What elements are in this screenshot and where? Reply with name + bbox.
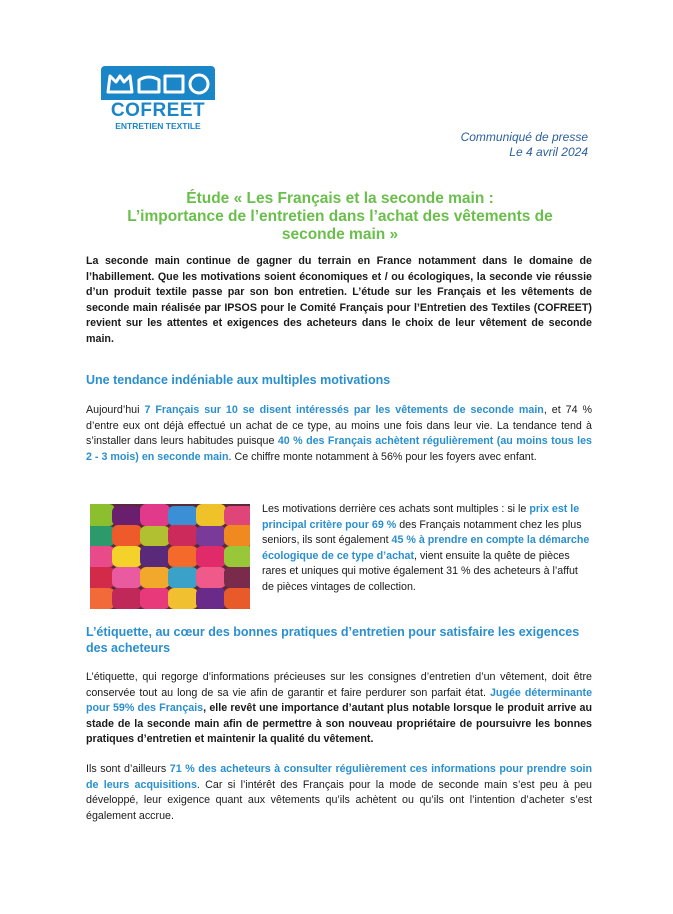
text-run: L’étiquette, qui regorge d’informations précieuses sur les consignes d’entretien d’un vêtement, doit être conservée tout au long de sa vie afin de garantir et faire perdurer son parfait état. xyxy=(86,671,592,699)
section-1-paragraph-2 xyxy=(262,502,592,596)
text-run: des Français notamment chez les plus seniors, ils sont également xyxy=(262,518,582,547)
text-run: Aujourd’hui xyxy=(86,404,145,416)
highlight: 71 % des acheteurs à consulter régulièrement ces informations pour prendre soin de leurs acquisitions xyxy=(86,763,592,791)
press-date: Le 4 avril 2024 xyxy=(509,145,588,159)
section-1-heading: Une tendance indéniable aux multiples motivations xyxy=(86,373,391,387)
highlight: 7 Français sur 10 se disent intéressés par les vêtements de seconde main xyxy=(144,404,544,416)
logo-subtitle: ENTRETIEN TEXTILE xyxy=(115,121,201,131)
title-line-1: Étude « Les Français et la seconde main : xyxy=(186,190,494,207)
section-1-paragraph-1 xyxy=(86,403,592,465)
text-run: Les motivations derrière ces achats sont multiples : si le xyxy=(262,503,530,515)
text-run: , et 74 % d’entre eux ont déjà effectué un achat de ce type, au moins une fois dans leur vie. La tendance tend à s’installer dans leurs habitudes puisque xyxy=(86,404,592,448)
text-run: . Car si l’intérêt des Français pour la mode de seconde main s’est peu à peu développé, leur exigence quant aux vêtements qu’ils achètent ou qu’ils ont l’intention d’acheter s’est également accrue. xyxy=(86,778,593,822)
highlight: Jugée déterminante pour 59% des Français xyxy=(86,686,593,715)
title-line-2: L’importance de l’entretien dans l’achat des vêtements de xyxy=(127,208,553,225)
highlight: prix est le principal critère pour 69 % xyxy=(262,503,580,531)
intro-paragraph: La seconde main continue de gagner du terrain en France notamment dans le domaine de l’habillement. Que les motivations soient économiques et / ou écologiques, la seconde vie réussie d’un produit textile passe par son bon entretien. L’étude sur les Français et les vêtements de seconde main réalisée par IPSOS pour le Comité Français pour l’Entretien des Textiles (COFREET) revient sur les attentes et exigences des acheteurs dans le choix de leur vêtement de seconde main. xyxy=(86,255,592,345)
garment-symbols-icon xyxy=(105,70,211,96)
logo-name: COFREET xyxy=(110,100,206,121)
bold-run: , elle revêt une importance d’autant plus notable lorsque le produit arrive au stade de la seconde main afin de permettre à son nouveau propriétaire de poursuivre les bonnes pratiques d’entretien et maintenir la qualité du vêtement. xyxy=(86,702,593,746)
press-label: Communiqué de presse xyxy=(460,130,588,144)
highlight: 40 % des Français achètent régulièrement (au moins tous les 2 - 3 mois) en seconde main xyxy=(86,435,592,463)
text-run: . Ce chiffre monte notamment à 56% pour les foyers avec enfant. xyxy=(228,450,537,463)
logo-emblem xyxy=(101,66,215,100)
section-2-paragraph-2 xyxy=(86,762,592,824)
document-title xyxy=(100,190,580,244)
title-line-3: seconde main » xyxy=(281,226,399,243)
section-2-heading: L’étiquette, au cœur des bonnes pratiques d’entretien pour satisfaire les exigences des acheteurs xyxy=(86,625,580,655)
text-run: Ils sont d’ailleurs xyxy=(86,763,170,775)
cofreet-logo xyxy=(101,66,215,136)
sweaters-image xyxy=(90,504,250,609)
press-release-header xyxy=(461,130,588,160)
folded-sweaters-photo xyxy=(90,504,250,609)
text-run: , vient ensuite la quête de pièces rares et uniques qui motive également 31 % des acheteurs à l’affut de pièces vintages de collection. xyxy=(262,549,578,593)
section-2-paragraph-1 xyxy=(86,670,592,748)
highlight: 45 % à prendre en compte la démarche écologique de ce type d’achat xyxy=(262,534,590,562)
